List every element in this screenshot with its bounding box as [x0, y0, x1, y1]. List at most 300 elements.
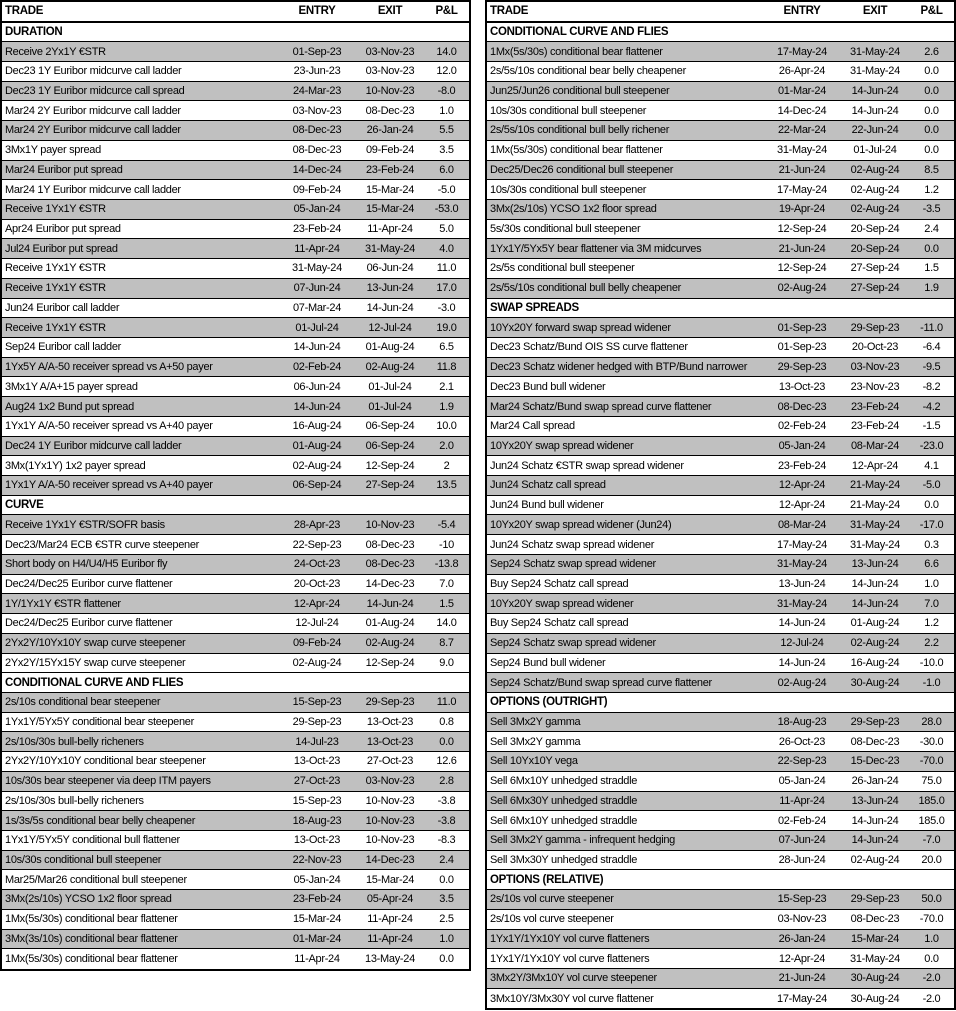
trade-name: Receive 1Yx1Y €STR/SOFR basis — [5, 518, 165, 531]
entry-date: 24-Oct-23 — [293, 558, 341, 571]
pnl-value: 0.3 — [924, 538, 939, 551]
entry-date: 13-Jun-24 — [778, 577, 826, 590]
trade-row — [487, 792, 954, 812]
trade-row — [2, 555, 469, 575]
column-header-entry: ENTRY — [783, 5, 821, 18]
trade-name: 2Yx2Y/10Yx10Y conditional bear steepener — [5, 755, 206, 768]
entry-date: 15-Sep-23 — [292, 696, 342, 709]
trade-name: Sell 6Mx10Y unhedged straddle — [490, 775, 638, 788]
exit-date: 26-Jan-24 — [851, 775, 899, 788]
trade-name: Dec23/Mar24 ECB €STR curve steepener — [5, 538, 200, 551]
exit-date: 16-Aug-24 — [850, 656, 900, 669]
exit-date: 31-May-24 — [850, 518, 900, 531]
pnl-value: -13.8 — [434, 558, 459, 571]
pnl-value: 7.0 — [924, 597, 939, 610]
entry-date: 05-Jan-24 — [293, 873, 341, 886]
trade-row — [487, 437, 954, 457]
trade-name: Receive 1Yx1Y €STR — [5, 321, 106, 334]
trade-row — [2, 851, 469, 871]
column-header-pnl: P&L — [435, 5, 458, 18]
exit-date: 01-Jul-24 — [368, 380, 412, 393]
exit-date: 20-Oct-23 — [851, 341, 899, 354]
trade-row — [2, 220, 469, 240]
section-title: SWAP SPREADS — [490, 301, 579, 314]
section-header-row — [487, 693, 954, 713]
trade-row — [2, 259, 469, 279]
trade-name: Aug24 1x2 Bund put spread — [5, 400, 134, 413]
entry-date: 13-Oct-23 — [293, 755, 341, 768]
trade-name: 10Yx20Y swap spread widener — [490, 439, 634, 452]
pnl-value: 50.0 — [921, 893, 942, 906]
exit-date: 02-Aug-24 — [365, 361, 415, 374]
exit-date: 27-Sep-24 — [365, 479, 415, 492]
trade-name: 3Mx(1Yx1Y) 1x2 payer spread — [5, 459, 146, 472]
pnl-value: 2.1 — [439, 380, 454, 393]
pnl-value: 0.0 — [924, 242, 939, 255]
entry-date: 31-May-24 — [777, 558, 827, 571]
trade-name: Receive 1Yx1Y €STR — [5, 282, 106, 295]
pnl-value: 0.0 — [924, 124, 939, 137]
exit-date: 26-Jan-24 — [366, 124, 414, 137]
entry-date: 12-Sep-24 — [777, 262, 827, 275]
entry-date: 26-Apr-24 — [778, 65, 826, 78]
exit-date: 10-Nov-23 — [365, 814, 415, 827]
trade-row — [487, 969, 954, 989]
pnl-value: 75.0 — [921, 775, 942, 788]
exit-date: 23-Feb-24 — [850, 400, 900, 413]
pnl-value: 10.0 — [436, 420, 457, 433]
trade-name: Dec24/Dec25 Euribor curve flattener — [5, 617, 173, 630]
pnl-value: -70.0 — [919, 755, 944, 768]
trade-row — [487, 121, 954, 141]
trade-name: Sep24 Euribor call ladder — [5, 341, 122, 354]
trade-name: Sell 3Mx30Y unhedged straddle — [490, 854, 638, 867]
trade-name: 10Yx20Y forward swap spread widener — [490, 321, 671, 334]
trade-row — [487, 851, 954, 871]
entry-date: 23-Feb-24 — [292, 223, 342, 236]
pnl-value: -3.5 — [922, 203, 941, 216]
trade-row — [487, 161, 954, 181]
exit-date: 14-Jun-24 — [851, 814, 899, 827]
trade-row — [2, 437, 469, 457]
pnl-value: 1.5 — [924, 262, 939, 275]
entry-date: 29-Sep-23 — [292, 716, 342, 729]
exit-date: 08-Mar-24 — [850, 439, 900, 452]
trade-name: Dec23 Schatz/Bund OIS SS curve flattener — [490, 341, 688, 354]
section-header-row — [487, 23, 954, 43]
trade-row — [487, 634, 954, 654]
entry-date: 06-Jun-24 — [293, 380, 341, 393]
pnl-value: -1.5 — [922, 420, 941, 433]
entry-date: 02-Feb-24 — [777, 814, 827, 827]
entry-date: 02-Aug-24 — [777, 282, 827, 295]
trade-row — [2, 42, 469, 62]
trade-row — [487, 811, 954, 831]
exit-date: 13-Oct-23 — [366, 716, 414, 729]
pnl-value: 2.6 — [924, 45, 939, 58]
pnl-value: -9.5 — [922, 361, 941, 374]
column-header-exit: EXIT — [377, 5, 403, 18]
pnl-value: 2.4 — [924, 223, 939, 236]
trade-name: 1Mx(5s/30s) conditional bear flattener — [490, 144, 663, 157]
entry-date: 21-Jun-24 — [778, 972, 826, 985]
pnl-value: -3.8 — [437, 794, 456, 807]
exit-date: 20-Sep-24 — [850, 223, 900, 236]
section-header-row — [487, 870, 954, 890]
entry-date: 20-Oct-23 — [293, 577, 341, 590]
pnl-value: -7.0 — [922, 834, 941, 847]
entry-date: 22-Mar-24 — [777, 124, 827, 137]
trade-name: 3Mx(2s/10s) YCSO 1x2 floor spread — [5, 893, 172, 906]
trade-name: Sell 3Mx2Y gamma - infrequent hedging — [490, 834, 675, 847]
trade-row — [487, 101, 954, 121]
trade-row — [487, 42, 954, 62]
exit-date: 13-Jun-24 — [851, 558, 899, 571]
entry-date: 19-Apr-24 — [778, 203, 826, 216]
exit-date: 05-Apr-24 — [366, 893, 414, 906]
trade-name: 3Mx(2s/10s) YCSO 1x2 floor spread — [490, 203, 657, 216]
trade-row — [487, 62, 954, 82]
exit-date: 03-Nov-23 — [365, 45, 415, 58]
entry-date: 07-Mar-24 — [292, 301, 342, 314]
trade-row — [2, 752, 469, 772]
entry-date: 05-Jan-24 — [293, 203, 341, 216]
trade-name: 3Mx1Y payer spread — [5, 144, 101, 157]
pnl-value: 0.0 — [924, 952, 939, 965]
entry-date: 31-May-24 — [292, 262, 342, 275]
entry-date: 22-Nov-23 — [292, 854, 342, 867]
trade-name: Mar24 Call spread — [490, 420, 575, 433]
exit-date: 01-Aug-24 — [365, 341, 415, 354]
pnl-value: -53.0 — [434, 203, 459, 216]
entry-date: 15-Sep-23 — [777, 893, 827, 906]
trade-name: Dec24 1Y Euribor midcurve call ladder — [5, 439, 182, 452]
trade-name: 1Yx1Y A/A-50 receiver spread vs A+40 payer — [5, 479, 213, 492]
trade-name: Receive 1Yx1Y €STR — [5, 262, 106, 275]
trade-row — [487, 614, 954, 634]
exit-date: 29-Sep-23 — [850, 893, 900, 906]
trade-name: 1Yx1Y/1Yx10Y vol curve flatteners — [490, 952, 650, 965]
trade-row — [2, 377, 469, 397]
entry-date: 14-Dec-24 — [292, 163, 342, 176]
trade-name: Jun24 Euribor call ladder — [5, 301, 120, 314]
entry-date: 23-Feb-24 — [292, 893, 342, 906]
trade-name: Buy Sep24 Schatz call spread — [490, 617, 629, 630]
entry-date: 12-Jul-24 — [295, 617, 339, 630]
trade-name: Sell 3Mx2Y gamma — [490, 735, 581, 748]
trade-name: Jun24 Schatz swap spread widener — [490, 538, 655, 551]
entry-date: 28-Apr-23 — [293, 518, 341, 531]
trade-row — [2, 910, 469, 930]
trade-row — [2, 338, 469, 358]
pnl-value: 1.9 — [439, 400, 454, 413]
pnl-value: 0.0 — [439, 873, 454, 886]
exit-date: 23-Feb-24 — [365, 163, 415, 176]
pnl-value: -6.4 — [922, 341, 941, 354]
entry-date: 14-Jun-24 — [778, 656, 826, 669]
trade-row — [2, 594, 469, 614]
exit-date: 31-May-24 — [850, 45, 900, 58]
pnl-value: 185.0 — [918, 814, 945, 827]
trade-name: 2Yx2Y/10Yx10Y swap curve steepener — [5, 637, 186, 650]
trade-row — [2, 299, 469, 319]
trade-name: Short body on H4/U4/H5 Euribor fly — [5, 558, 168, 571]
trade-name: Sep24 Bund bull widener — [490, 656, 606, 669]
trade-name: Sep24 Schatz swap spread widener — [490, 637, 656, 650]
trade-name: 2s/10s vol curve steepener — [490, 893, 614, 906]
trade-name: Mar25/Mar26 conditional bull steepener — [5, 873, 187, 886]
trade-row — [2, 141, 469, 161]
trade-table-left — [0, 0, 471, 971]
section-title: OPTIONS (RELATIVE) — [490, 873, 604, 886]
pnl-value: 1.2 — [924, 183, 939, 196]
exit-date: 03-Nov-23 — [850, 361, 900, 374]
pnl-value: 2 — [443, 459, 450, 472]
column-header-row — [2, 2, 469, 23]
pnl-value: 1.0 — [924, 932, 939, 945]
exit-date: 31-May-24 — [850, 538, 900, 551]
pnl-value: 8.7 — [439, 637, 454, 650]
exit-date: 29-Sep-23 — [850, 321, 900, 334]
exit-date: 13-Jun-24 — [851, 794, 899, 807]
trade-row — [2, 397, 469, 417]
trade-row — [487, 82, 954, 102]
entry-date: 21-Jun-24 — [778, 242, 826, 255]
entry-date: 14-Jun-24 — [293, 400, 341, 413]
pnl-value: -5.4 — [437, 518, 456, 531]
pnl-value: 13.5 — [436, 479, 457, 492]
pnl-value: 17.0 — [436, 282, 457, 295]
exit-date: 21-May-24 — [850, 479, 900, 492]
entry-date: 01-Aug-24 — [292, 439, 342, 452]
trade-row — [487, 417, 954, 437]
pnl-value: 2.5 — [439, 913, 454, 926]
pnl-value: -1.0 — [922, 676, 941, 689]
exit-date: 06-Sep-24 — [365, 439, 415, 452]
trade-row — [2, 417, 469, 437]
entry-date: 18-Aug-23 — [777, 716, 827, 729]
pnl-value: 0.0 — [924, 104, 939, 117]
trade-name: Jun24 Schatz call spread — [490, 479, 606, 492]
pnl-value: 0.0 — [924, 144, 939, 157]
exit-date: 15-Mar-24 — [365, 183, 415, 196]
trade-name: 1Yx1Y/5Yx5Y conditional bear steepener — [5, 716, 194, 729]
pnl-value: 0.0 — [924, 499, 939, 512]
trade-name: Jun24 Bund bull widener — [490, 499, 604, 512]
pnl-value: 0.0 — [924, 85, 939, 98]
entry-date: 14-Jun-24 — [293, 341, 341, 354]
trade-row — [2, 614, 469, 634]
trade-row — [487, 220, 954, 240]
pnl-value: -17.0 — [919, 518, 944, 531]
pnl-value: 1.5 — [439, 597, 454, 610]
exit-date: 27-Oct-23 — [366, 755, 414, 768]
pnl-value: 2.4 — [439, 854, 454, 867]
exit-date: 15-Dec-23 — [850, 755, 900, 768]
exit-date: 20-Sep-24 — [850, 242, 900, 255]
trade-row — [487, 713, 954, 733]
entry-date: 22-Sep-23 — [777, 755, 827, 768]
pnl-value: 3.5 — [439, 893, 454, 906]
section-header-row — [2, 23, 469, 43]
entry-date: 23-Jun-23 — [293, 65, 341, 78]
entry-date: 09-Feb-24 — [292, 637, 342, 650]
trade-row — [487, 575, 954, 595]
trade-name: Buy Sep24 Schatz call spread — [490, 577, 629, 590]
trade-row — [2, 890, 469, 910]
entry-date: 08-Dec-23 — [777, 400, 827, 413]
trade-row — [487, 259, 954, 279]
trade-name: Jun25/Jun26 conditional bull steepener — [490, 85, 670, 98]
trade-name: 3Mx(3s/10s) conditional bear flattener — [5, 932, 178, 945]
exit-date: 12-Sep-24 — [365, 656, 415, 669]
entry-date: 27-Oct-23 — [293, 775, 341, 788]
pnl-value: 0.0 — [439, 735, 454, 748]
trade-row — [2, 515, 469, 535]
trade-name: 10Yx20Y swap spread widener (Jun24) — [490, 518, 672, 531]
entry-date: 14-Jul-23 — [295, 735, 339, 748]
exit-date: 08-Dec-23 — [365, 538, 415, 551]
entry-date: 01-Sep-23 — [777, 341, 827, 354]
entry-date: 17-May-24 — [777, 538, 827, 551]
trade-row — [487, 654, 954, 674]
trade-name: Receive 2Yx1Y €STR — [5, 45, 106, 58]
exit-date: 08-Dec-23 — [850, 735, 900, 748]
entry-date: 22-Sep-23 — [292, 538, 342, 551]
trade-name: 2s/5s/10s conditional bull belly cheapener — [490, 282, 682, 295]
entry-date: 11-Apr-24 — [294, 953, 340, 966]
entry-date: 26-Jan-24 — [778, 932, 826, 945]
exit-date: 14-Jun-24 — [366, 597, 414, 610]
exit-date: 02-Aug-24 — [850, 183, 900, 196]
entry-date: 01-Sep-23 — [777, 321, 827, 334]
exit-date: 27-Sep-24 — [850, 282, 900, 295]
trade-name: 1Y/1Yx1Y €STR flattener — [5, 597, 121, 610]
trade-row — [2, 831, 469, 851]
pnl-value: 19.0 — [436, 321, 457, 334]
trade-row — [2, 654, 469, 674]
pnl-value: 185.0 — [918, 794, 945, 807]
pnl-value: -10.0 — [919, 656, 944, 669]
entry-date: 17-May-24 — [777, 992, 827, 1005]
trade-name: 3Mx1Y A/A+15 payer spread — [5, 380, 138, 393]
entry-date: 07-Jun-24 — [293, 282, 341, 295]
exit-date: 30-Aug-24 — [850, 972, 900, 985]
pnl-value: -2.0 — [922, 972, 941, 985]
column-header-row — [487, 2, 954, 23]
pnl-value: -3.0 — [437, 301, 456, 314]
trade-name: Jul24 Euribor put spread — [5, 242, 118, 255]
trade-name: 1Mx(5s/30s) conditional bear flattener — [490, 45, 663, 58]
pnl-value: 14.0 — [436, 617, 457, 630]
exit-date: 13-Jun-24 — [366, 282, 414, 295]
trade-row — [2, 575, 469, 595]
entry-date: 08-Dec-23 — [292, 144, 342, 157]
entry-date: 29-Sep-23 — [777, 361, 827, 374]
pnl-value: -11.0 — [920, 321, 943, 334]
trade-row — [487, 890, 954, 910]
pnl-value: -4.2 — [922, 400, 941, 413]
pnl-value: -5.0 — [437, 183, 456, 196]
exit-date: 10-Nov-23 — [365, 85, 415, 98]
trade-row — [2, 535, 469, 555]
exit-date: 22-Jun-24 — [851, 124, 899, 137]
trade-name: 10s/30s conditional bull steepener — [490, 104, 647, 117]
entry-date: 06-Sep-24 — [292, 479, 342, 492]
pnl-value: -3.8 — [437, 814, 456, 827]
pnl-value: 5.5 — [439, 124, 454, 137]
exit-date: 14-Dec-23 — [365, 577, 415, 590]
pnl-value: 6.0 — [439, 163, 454, 176]
entry-date: 28-Jun-24 — [778, 854, 826, 867]
trade-row — [487, 732, 954, 752]
pnl-value: 28.0 — [921, 716, 942, 729]
pnl-value: 9.0 — [439, 656, 454, 669]
trade-name: 1Mx(5s/30s) conditional bear flattener — [5, 913, 178, 926]
entry-date: 01-Mar-24 — [292, 932, 342, 945]
exit-date: 14-Jun-24 — [366, 301, 414, 314]
column-header-entry: ENTRY — [298, 5, 336, 18]
pnl-value: 11.0 — [436, 696, 457, 709]
entry-date: 12-Apr-24 — [778, 499, 826, 512]
trade-name: Mar24 2Y Euribor midcurve call ladder — [5, 124, 181, 137]
trade-row — [487, 180, 954, 200]
entry-date: 15-Sep-23 — [292, 794, 342, 807]
exit-date: 06-Sep-24 — [365, 420, 415, 433]
trade-name: Mar24 1Y Euribor midcurve call ladder — [5, 183, 181, 196]
exit-date: 30-Aug-24 — [850, 676, 900, 689]
exit-date: 14-Jun-24 — [851, 104, 899, 117]
entry-date: 11-Apr-24 — [294, 242, 340, 255]
exit-date: 30-Aug-24 — [850, 992, 900, 1005]
trade-row — [2, 792, 469, 812]
trade-row — [487, 949, 954, 969]
trade-name: 1Yx1Y/5Yx5Y conditional bull flattener — [5, 834, 180, 847]
column-header-exit: EXIT — [862, 5, 888, 18]
trade-name: 10s/30s bear steepener via deep ITM payers — [5, 775, 211, 788]
trade-name: Dec23 1Y Euribor midcurce call spread — [5, 85, 185, 98]
entry-date: 17-May-24 — [777, 45, 827, 58]
trade-name: 10s/30s conditional bull steepener — [5, 854, 162, 867]
exit-date: 02-Aug-24 — [365, 637, 415, 650]
exit-date: 15-Mar-24 — [365, 203, 415, 216]
exit-date: 01-Aug-24 — [365, 617, 415, 630]
exit-date: 15-Mar-24 — [365, 873, 415, 886]
entry-date: 02-Feb-24 — [292, 361, 342, 374]
entry-date: 02-Aug-24 — [292, 656, 342, 669]
entry-date: 16-Aug-24 — [292, 420, 342, 433]
exit-date: 03-Nov-23 — [365, 65, 415, 78]
pnl-value: 6.6 — [924, 558, 939, 571]
pnl-value: -10 — [439, 538, 454, 551]
entry-date: 26-Oct-23 — [778, 735, 826, 748]
exit-date: 01-Jul-24 — [368, 400, 412, 413]
exit-date: 02-Aug-24 — [850, 854, 900, 867]
trade-row — [487, 930, 954, 950]
trade-name: Apr24 Euribor put spread — [5, 223, 121, 236]
entry-date: 13-Oct-23 — [293, 834, 341, 847]
exit-date: 12-Sep-24 — [365, 459, 415, 472]
trade-name: Dec25/Dec26 conditional bull steepener — [490, 163, 674, 176]
section-title: DURATION — [5, 25, 63, 38]
exit-date: 01-Aug-24 — [850, 617, 900, 630]
trade-row — [487, 555, 954, 575]
entry-date: 02-Feb-24 — [777, 420, 827, 433]
pnl-value: 12.0 — [436, 65, 457, 78]
exit-date: 14-Jun-24 — [851, 597, 899, 610]
trade-name: Dec23 Schatz widener hedged with BTP/Bund narrower — [490, 361, 748, 374]
trade-name: 1Mx(5s/30s) conditional bear flattener — [5, 953, 178, 966]
